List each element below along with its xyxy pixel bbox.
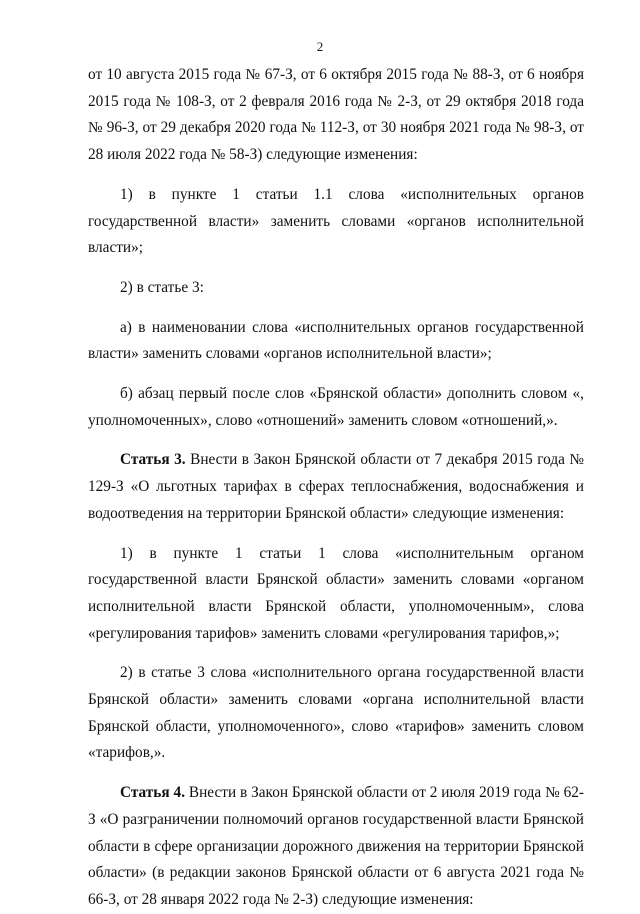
page-number: 2: [316, 39, 324, 54]
paragraph-item-2: [88, 275, 584, 302]
paragraph-item-1: [88, 182, 584, 262]
paragraph-subitem-a: [88, 315, 584, 368]
paragraph-text: 2) в статье 3:: [120, 278, 204, 296]
paragraph-subitem-b: [88, 381, 584, 434]
paragraph-text: Внести в Закон Брянской области от 2 июля 2019 года № 62-З «О разграничении полномочий органов государственной власти Брянской области в сфере организации дорожного движения на территории Брянской области» (в редакции законов Брянской области от 6 августа 2021 года № 66-З, от 28 января 2022 года № 2-З) следующие изменения:: [88, 784, 584, 908]
document-body: [88, 62, 584, 914]
paragraph-text: б) абзац первый после слов «Брянской области» дополнить словом «, уполномоченных», слово «отношений» заменить словом «отношений,».: [88, 385, 584, 429]
paragraph-article-3-item-2: [88, 660, 584, 767]
paragraph-text: 1) в пункте 1 статьи 1.1 слова «исполнительных органов государственной власти» заменить словами «органов исполнительной власти»;: [88, 185, 584, 257]
paragraph-amendment-list-continued: [88, 62, 584, 169]
article-heading: Статья 3.: [120, 451, 186, 469]
paragraph-article-3: [88, 447, 584, 527]
paragraph-text: Внести в Закон Брянской области от 7 декабря 2015 года № 129-З «О льготных тарифах в сферах теплоснабжения, водоснабжения и водоотведения на территории Брянской области» следующие изменения:: [88, 451, 584, 522]
article-heading: Статья 4.: [120, 784, 186, 802]
paragraph-text: 2) в статье 3 слова «исполнительного органа государственной власти Брянской области» заменить словами «органа исполнительной власти Брянской области, уполномоченного», слово «тарифов» заменить словом «тарифов,».: [88, 664, 584, 762]
paragraph-article-4: [88, 780, 584, 914]
paragraph-text: а) в наименовании слова «исполнительных органов государственной власти» заменить словами «органов исполнительной власти»;: [88, 318, 584, 363]
paragraph-article-3-item-1: [88, 541, 584, 648]
paragraph-text: от 10 августа 2015 года № 67-З, от 6 октября 2015 года № 88-З, от 6 ноября 2015 года № 108-З, от 2 февраля 2016 года № 2-З, от 29 октября 2018 года № 96-З, от 29 декабря 2020 года № 112-З, от 30 ноября 2021 года № 98-З, от 28 июля 2022 года № 58-З) следующие изменения:: [88, 66, 584, 164]
paragraph-text: 1) в пункте 1 статьи 1 слова «исполнительным органом государственной власти Брянской области» заменить словами «органом исполнительной власти Брянской области, уполномоченным», слова «регулирования тарифов» заменить словами «регулирования тарифов,»;: [88, 544, 584, 642]
